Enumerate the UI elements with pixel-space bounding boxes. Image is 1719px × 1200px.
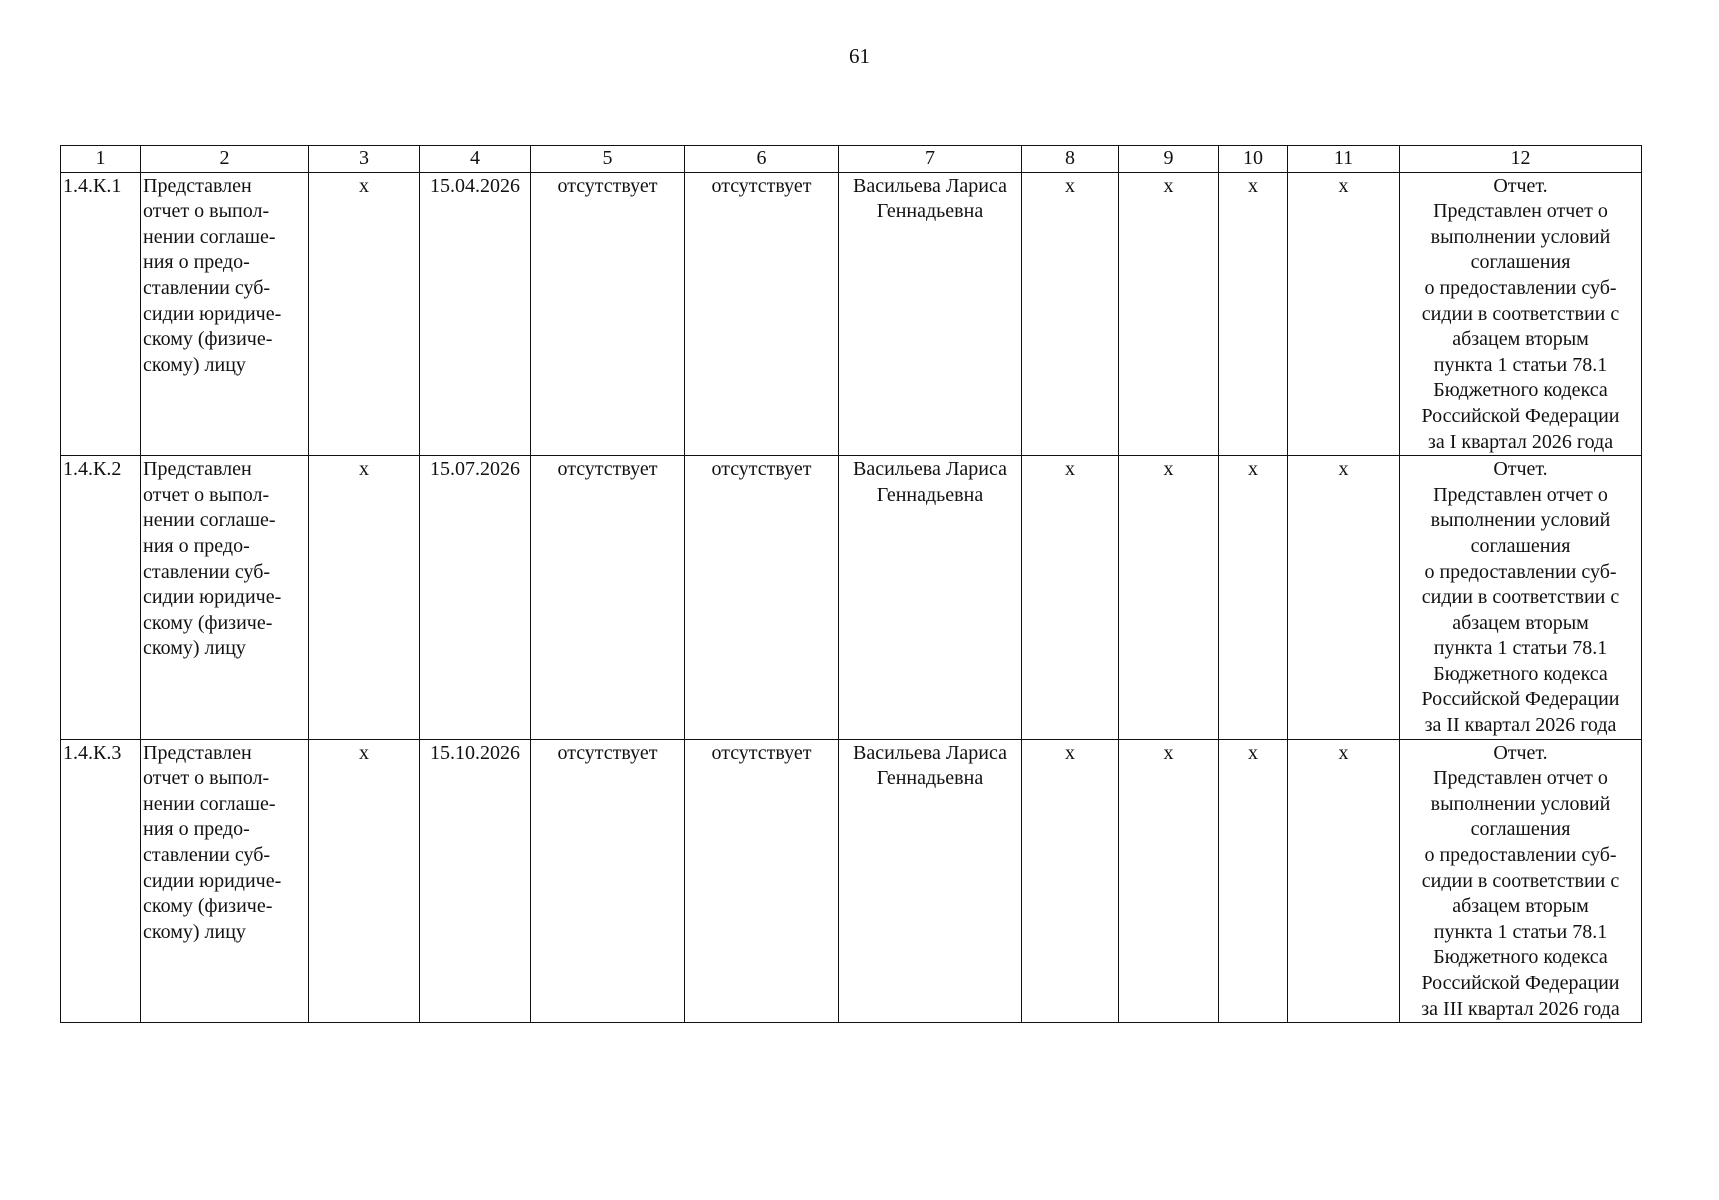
responsible-line: Геннадьевна (876, 767, 984, 790)
description-line: скому (физиче- (143, 895, 273, 918)
note-line: сидии в соответствии с (1421, 869, 1620, 892)
cell-col6: отсутствует (685, 739, 839, 1023)
row-description (141, 456, 309, 740)
column-header: 9 (1119, 146, 1219, 173)
cell-col11: x (1288, 456, 1400, 740)
note-line: о предоставлении суб- (1424, 844, 1617, 867)
note-line: о предоставлении суб- (1424, 276, 1617, 299)
note-line: сидии в соответствии с (1421, 586, 1620, 609)
description-line: отчет о выпол- (143, 200, 270, 223)
note-line: абзацем вторым (1452, 895, 1589, 918)
table-row (61, 456, 1642, 740)
description-line: ния о предо- (143, 818, 250, 841)
row-id: 1.4.К.1 (61, 172, 141, 456)
description-line: сидии юридиче- (143, 302, 282, 325)
table-row (61, 172, 1642, 456)
column-header: 8 (1022, 146, 1119, 173)
cell-col3: x (309, 456, 420, 740)
description-line: отчет о выпол- (143, 767, 270, 790)
responsible-line: Васильева Лариса (853, 174, 1007, 197)
note-line: выполнении условий (1430, 225, 1611, 248)
cell-col10: x (1219, 456, 1288, 740)
description-line: ставлении суб- (143, 560, 271, 583)
note-line: абзацем вторым (1452, 328, 1589, 351)
column-number-row (61, 146, 1642, 173)
responsible-line: Геннадьевна (876, 483, 984, 506)
cell-note (1400, 172, 1642, 456)
document-table (60, 145, 1642, 1023)
note-line: Российской Федерации (1421, 404, 1620, 427)
description-line: отчет о выпол- (143, 483, 270, 506)
cell-col3: x (309, 172, 420, 456)
description-line: сидии юридиче- (143, 586, 282, 609)
note-line: Бюджетного кодекса (1433, 379, 1608, 402)
row-id: 1.4.К.3 (61, 739, 141, 1023)
description-line: сидии юридиче- (143, 869, 282, 892)
note-line: за II квартал 2026 года (1424, 714, 1617, 737)
cell-col5: отсутствует (531, 739, 685, 1023)
column-header: 10 (1219, 146, 1288, 173)
responsible-line: Геннадьевна (876, 200, 984, 223)
note-line: сидии в соответствии с (1421, 302, 1620, 325)
note-line: абзацем вторым (1452, 611, 1589, 634)
note-line: Отчет. (1493, 174, 1548, 197)
description-line: ставлении суб- (143, 276, 271, 299)
note-line: соглашения (1470, 818, 1571, 841)
responsible-line: Васильева Лариса (853, 458, 1007, 481)
cell-col8: x (1022, 456, 1119, 740)
note-line: выполнении условий (1430, 792, 1611, 815)
description-line: скому) лицу (143, 920, 246, 943)
row-id: 1.4.К.2 (61, 456, 141, 740)
cell-col6: отсутствует (685, 456, 839, 740)
note-line: выполнении условий (1430, 509, 1611, 532)
note-line: Российской Федерации (1421, 972, 1620, 994)
description-line: ставлении суб- (143, 844, 271, 867)
column-header: 3 (309, 146, 420, 173)
cell-date: 15.07.2026 (420, 456, 531, 740)
cell-col5: отсутствует (531, 456, 685, 740)
cell-date: 15.04.2026 (420, 172, 531, 456)
cell-responsible (839, 739, 1022, 1023)
column-header: 6 (685, 146, 839, 173)
column-header: 2 (141, 146, 309, 173)
page-number: 61 (849, 44, 870, 68)
cell-col10: x (1219, 739, 1288, 1023)
cell-col9: x (1119, 456, 1219, 740)
cell-date: 15.10.2026 (420, 739, 531, 1023)
note-line: за III квартал 2026 года (1421, 997, 1620, 1020)
cell-col10: x (1219, 172, 1288, 456)
description-line: Представлен (143, 458, 252, 481)
description-line: нении соглаше- (143, 792, 276, 815)
note-line: за I квартал 2026 года (1427, 430, 1614, 453)
note-line: Представлен отчет о (1433, 767, 1608, 790)
cell-col5: отсутствует (531, 172, 685, 456)
note-line: Российской Федерации (1421, 688, 1620, 711)
cell-col9: x (1119, 739, 1219, 1023)
cell-col11: x (1288, 172, 1400, 456)
note-line: пункта 1 статьи 78.1 (1433, 353, 1608, 376)
description-line: ния о предо- (143, 251, 250, 274)
responsible-line: Васильева Лариса (853, 741, 1007, 764)
note-line: Отчет. (1493, 458, 1548, 481)
note-line: Бюджетного кодекса (1433, 946, 1608, 969)
cell-note (1400, 456, 1642, 740)
column-header: 4 (420, 146, 531, 173)
column-header: 5 (531, 146, 685, 173)
cell-col8: x (1022, 739, 1119, 1023)
column-header: 12 (1400, 146, 1642, 173)
column-header: 11 (1288, 146, 1400, 173)
description-line: ния о предо- (143, 534, 250, 557)
note-line: Бюджетного кодекса (1433, 662, 1608, 685)
note-line: Отчет. (1493, 741, 1548, 764)
description-line: скому) лицу (143, 637, 246, 660)
description-line: Представлен (143, 174, 252, 197)
description-line: скому (физиче- (143, 611, 273, 634)
cell-col6: отсутствует (685, 172, 839, 456)
cell-col8: x (1022, 172, 1119, 456)
cell-responsible (839, 172, 1022, 456)
description-line: Представлен (143, 741, 252, 764)
cell-col9: x (1119, 172, 1219, 456)
note-line: соглашения (1470, 251, 1571, 274)
column-header: 7 (839, 146, 1022, 173)
cell-responsible (839, 456, 1022, 740)
note-line: пункта 1 статьи 78.1 (1433, 920, 1608, 943)
cell-col3: x (309, 739, 420, 1023)
row-description (141, 172, 309, 456)
column-header: 1 (61, 146, 141, 173)
note-line: о предоставлении суб- (1424, 560, 1617, 583)
cell-col11: x (1288, 739, 1400, 1023)
table-row (61, 739, 1642, 1023)
note-line: Представлен отчет о (1433, 483, 1608, 506)
description-line: скому (физиче- (143, 328, 273, 351)
note-line: пункта 1 статьи 78.1 (1433, 637, 1608, 660)
note-line: Представлен отчет о (1433, 200, 1608, 223)
description-line: скому) лицу (143, 353, 246, 376)
note-line: соглашения (1470, 534, 1571, 557)
description-line: нении соглаше- (143, 225, 276, 248)
description-line: нении соглаше- (143, 509, 276, 532)
cell-note (1400, 739, 1642, 1023)
row-description (141, 739, 309, 1023)
